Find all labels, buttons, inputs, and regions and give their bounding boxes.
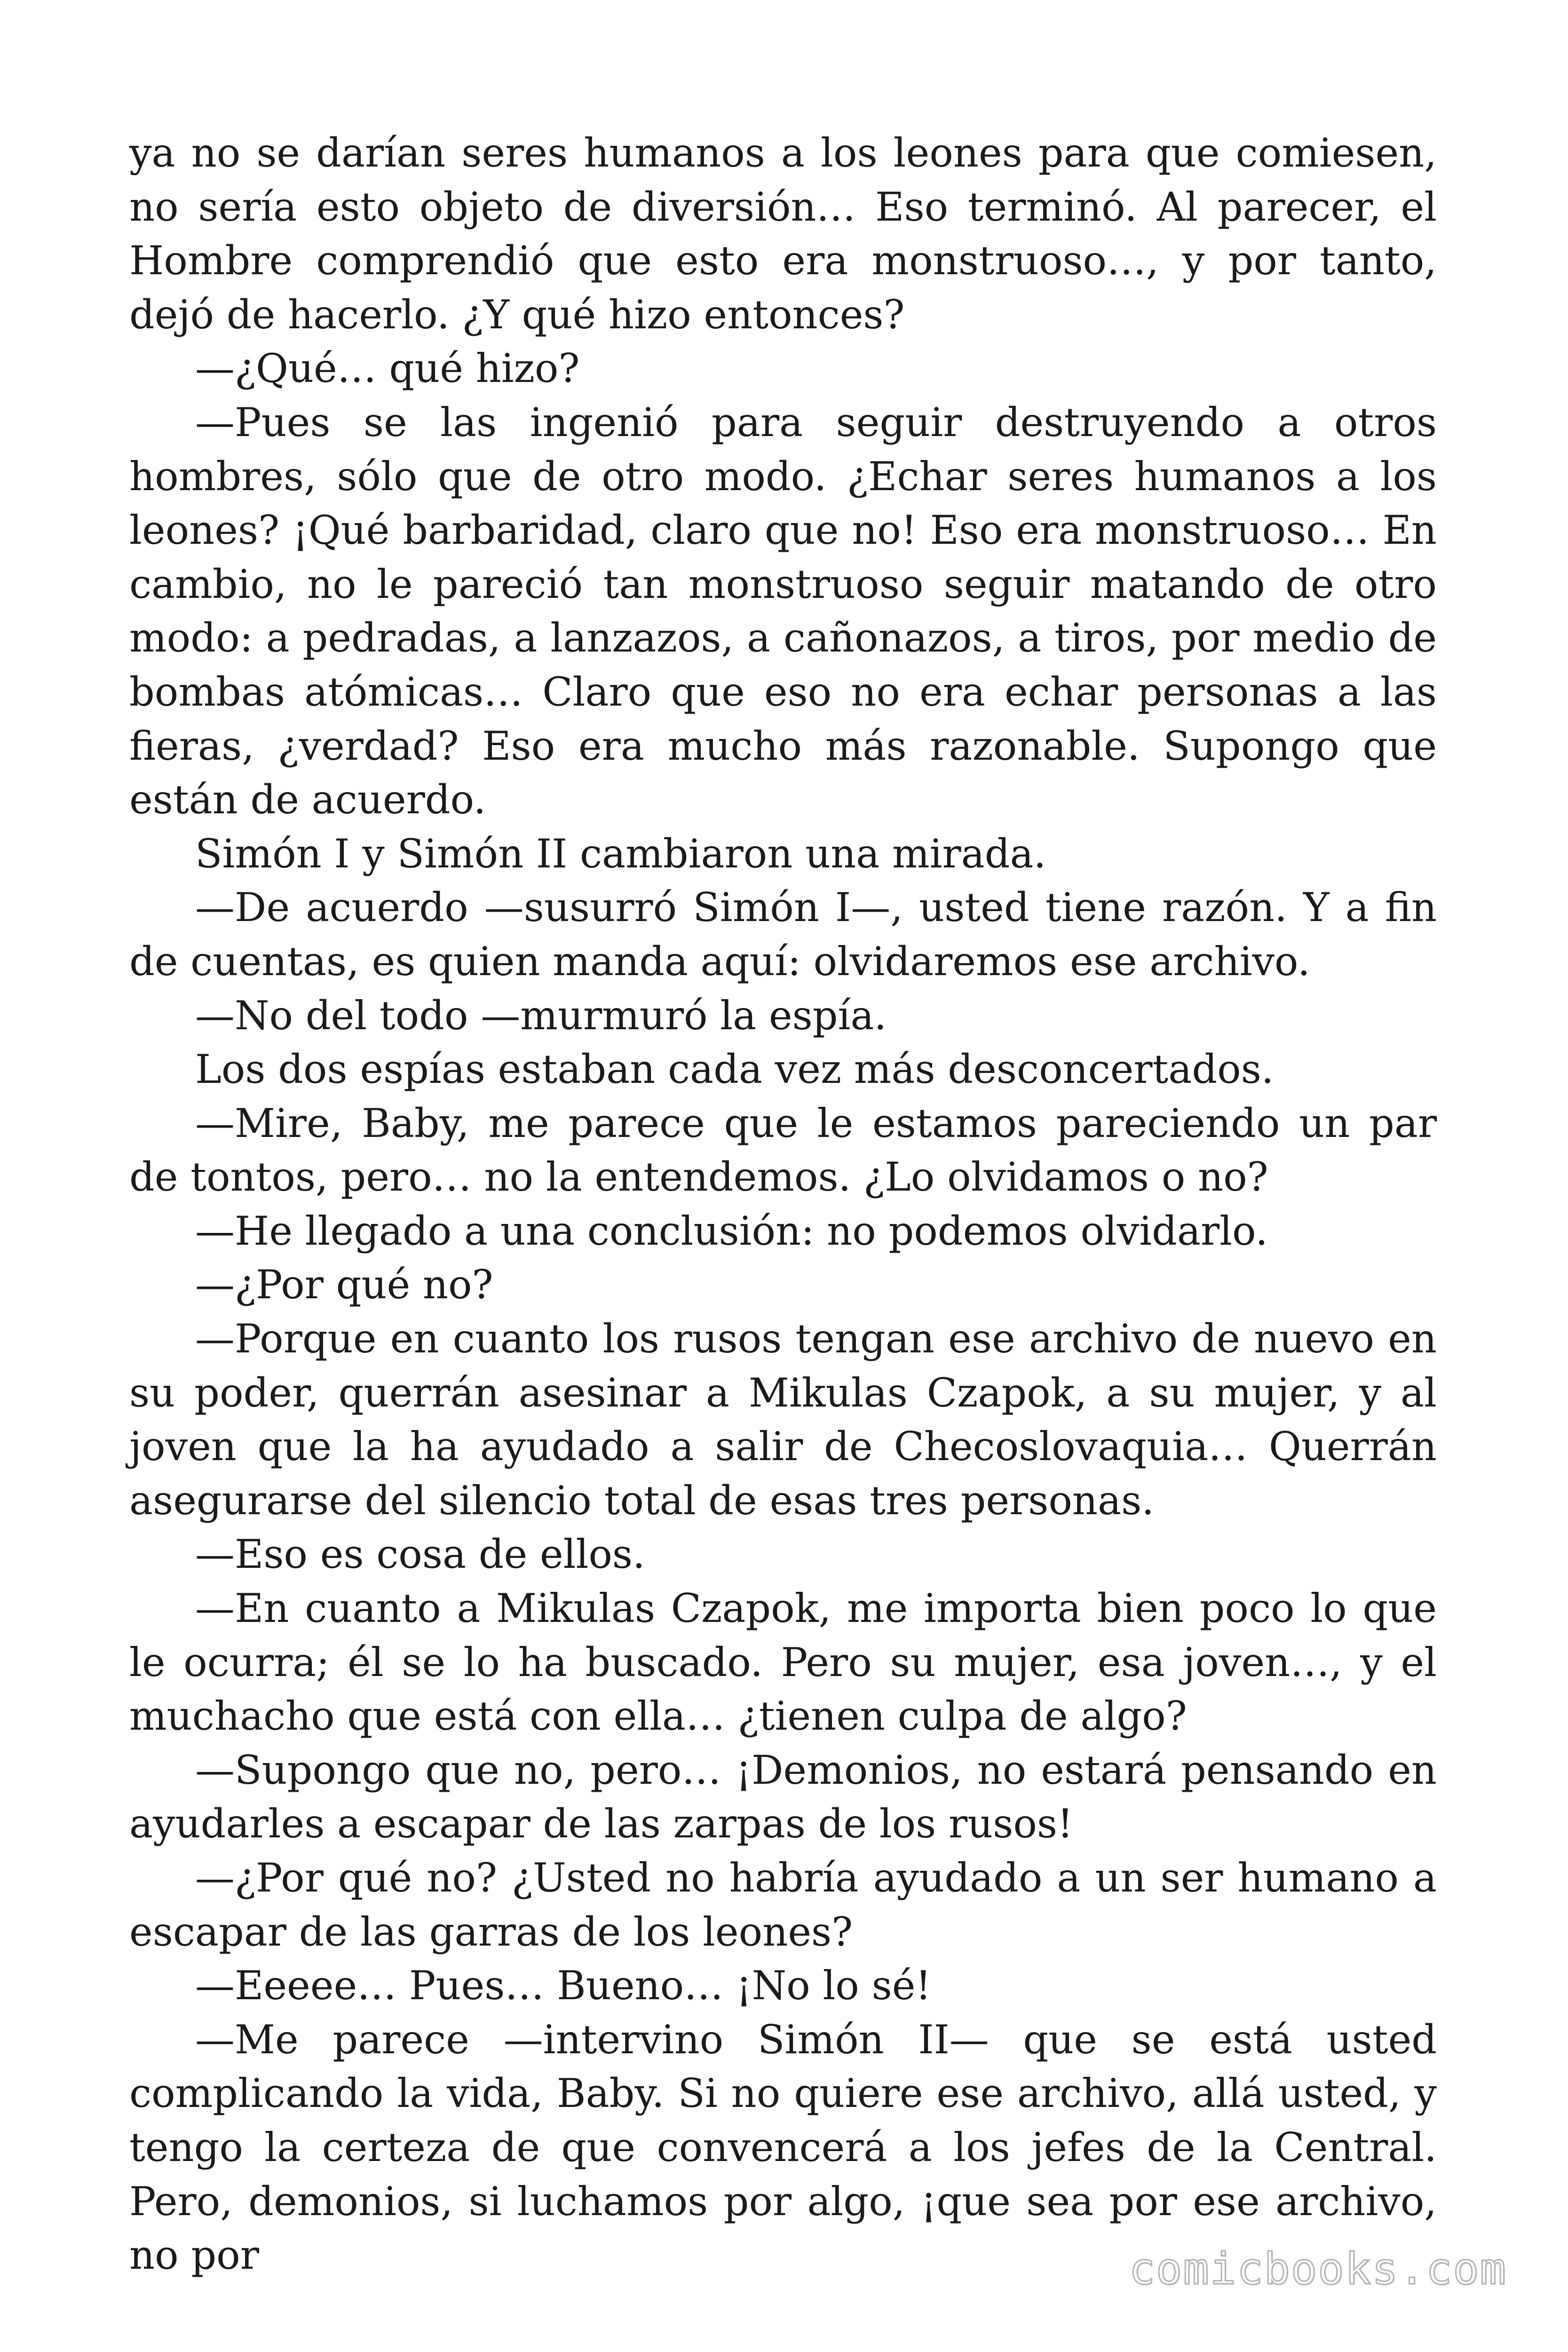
watermark: comicbooks.com [1129,2244,1507,2294]
paragraph: —En cuanto a Mikulas Czapok, me importa bien poco lo que le ocurra; él se lo ha buscado. Pero su mujer, esa joven…, y el muchacho que está con ella… ¿tienen culpa de algo? [129,1585,1437,1740]
body-text [129,126,1437,2282]
paragraph: Simón I y Simón II cambiaron una mirada. [195,830,1046,877]
paragraph: —¿Qué… qué hizo? [195,345,580,392]
paragraph: ya no se darían seres humanos a los leones para que comiesen, no sería esto objeto de diversión… Eso terminó. Al parecer, el Hombre comprendió que esto era monstruoso…, y por tanto, dejó de hacerlo. ¿Y qué hizo entonces? [129,130,1437,338]
paragraph: —Pues se las ingenió para seguir destruyendo a otros hombres, sólo que de otro modo. ¿Echar seres humanos a los leones? ¡Qué barbaridad, claro que no! Eso era monstruoso… En cambio, no le pareció tan monstruoso seguir matando de otro modo: a pedradas, a lanzazos, a cañonazos, a tiros, por medio de bombas atómicas… Claro que eso no era echar personas a las fieras, ¿verdad? Eso era mucho más razonable. Supongo que están de acuerdo. [129,399,1437,823]
paragraph: —He llegado a una conclusión: no podemos olvidarlo. [195,1208,1268,1254]
paragraph: —¿Por qué no? [195,1262,493,1308]
paragraph: —Me parece —intervino Simón II— que se está usted complicando la vida, Baby. Si no quiere ese archivo, allá usted, y tengo la certeza de que convencerá a los jefes de la Central. Pero, demonios, si luchamos por algo, ¡que sea por ese archivo, no por [129,2016,1437,2279]
paragraph: —Mire, Baby, me parece que le estamos pareciendo un par de tontos, pero… no la entendemos. ¿Lo olvidamos o no? [129,1100,1437,1200]
paragraph: —¿Por qué no? ¿Usted no habría ayudado a un ser humano a escapar de las garras de los leones? [129,1855,1437,1955]
paragraph: —Eeeee… Pues… Bueno… ¡No lo sé! [195,1963,932,2009]
paragraph: Los dos espías estaban cada vez más desconcertados. [195,1046,1274,1093]
paragraph: —Porque en cuanto los rusos tengan ese archivo de nuevo en su poder, querrán asesinar a Mikulas Czapok, a su mujer, y al joven que la ha ayudado a salir de Checoslovaquia… Querrán asegurarse del silencio total de esas tres personas. [129,1316,1437,1524]
paragraph: —De acuerdo —susurró Simón I—, usted tiene razón. Y a fin de cuentas, es quien manda aquí: olvidaremos ese archivo. [129,884,1437,985]
paragraph: —No del todo —murmuró la espía. [195,992,887,1039]
paragraph: —Supongo que no, pero… ¡Demonios, no estará pensando en ayudarles a escapar de las zarpas de los rusos! [129,1747,1437,1847]
paragraph: —Eso es cosa de ellos. [195,1531,645,1578]
